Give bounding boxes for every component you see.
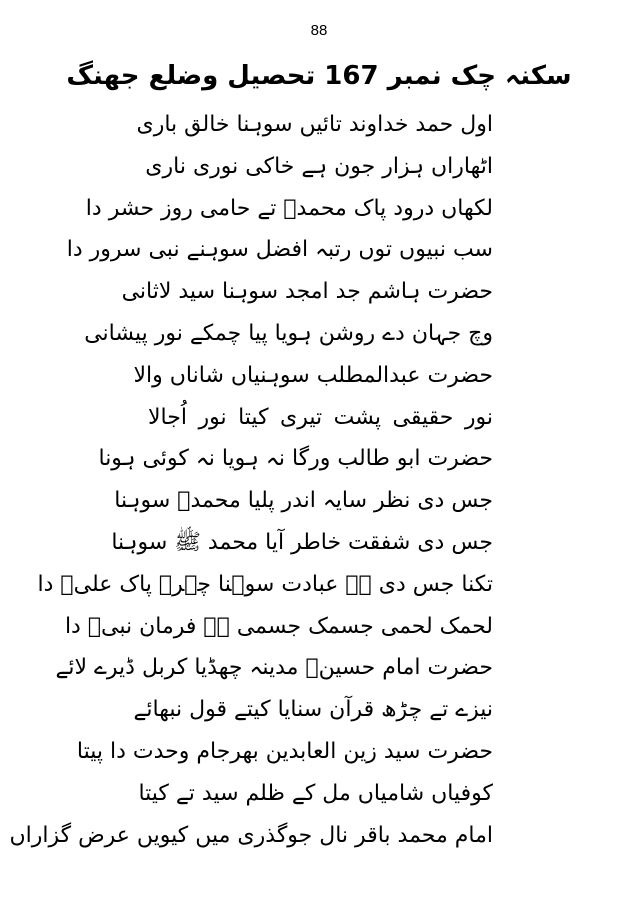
verse-line: امام محمد باقر نال جوگذری میں کیویں عرض گزاراں [9, 822, 493, 848]
verse-line: اول حمد خداوند تائیں سوہنا خالق باری [136, 112, 493, 137]
verse-line: حضرت عبدالمطلب سوہنیاں شاناں والا [133, 362, 493, 388]
verse-line: تکنا جس دی ہے عبادت سوہنا چہرہ پاک علیؓ دا [37, 571, 493, 597]
verse-line: نیزے تے چڑھ قرآن سنایا کیتے قول نبھائے [133, 697, 493, 723]
verse-line: جس دی شفقت خاطر آیا محمد ﷺ سوہنا [111, 529, 493, 555]
verse-line: جس دی نظر سایہ اندر پلیا محمدؐ سوہنا [114, 488, 493, 514]
verse-line: اٹھاراں ہزار جون ہے خاکی نوری ناری [145, 153, 493, 179]
verse-line: حضرت امام حسینؑ مدینہ چھڈیا کربل ڈیرے لائے [55, 655, 493, 681]
verse-line: نور حقیقی پشت تیری کیتا نور اُجالا [148, 404, 493, 430]
verse-line: حضرت ابو طالب ورگا نہ ہویا نہ کوئی ہونا [98, 446, 493, 472]
poem-heading: سکنہ چک نمبر 167 تحصیل وضلع جھنگ [66, 61, 572, 91]
verse-line: حضرت ہاشم جد امجد سوہنا سید لاثانی [121, 279, 493, 305]
verse-line: حضرت سید زین العابدین بھرجام وحدت دا پیتا [76, 738, 493, 764]
verse-line: لحمک لحمی جسمک جسمی ہے فرمان نبیؐ دا [64, 613, 493, 639]
verse-line: سب نبیوں توں رتبہ افضل سوہنے نبی سرور دا [66, 237, 493, 263]
page-number: 88 [310, 22, 328, 39]
verse-line: کوفیاں شامیاں مل کے ظلم سید تے کیتا [138, 780, 493, 806]
verse-list [9, 104, 493, 856]
verse-line: وچ جہان دے روشن ہویا پیا چمکے نور پیشانی [84, 320, 493, 346]
verse-line: لکھاں درود پاک محمدؐ تے حامی روز حشر دا [85, 195, 493, 221]
